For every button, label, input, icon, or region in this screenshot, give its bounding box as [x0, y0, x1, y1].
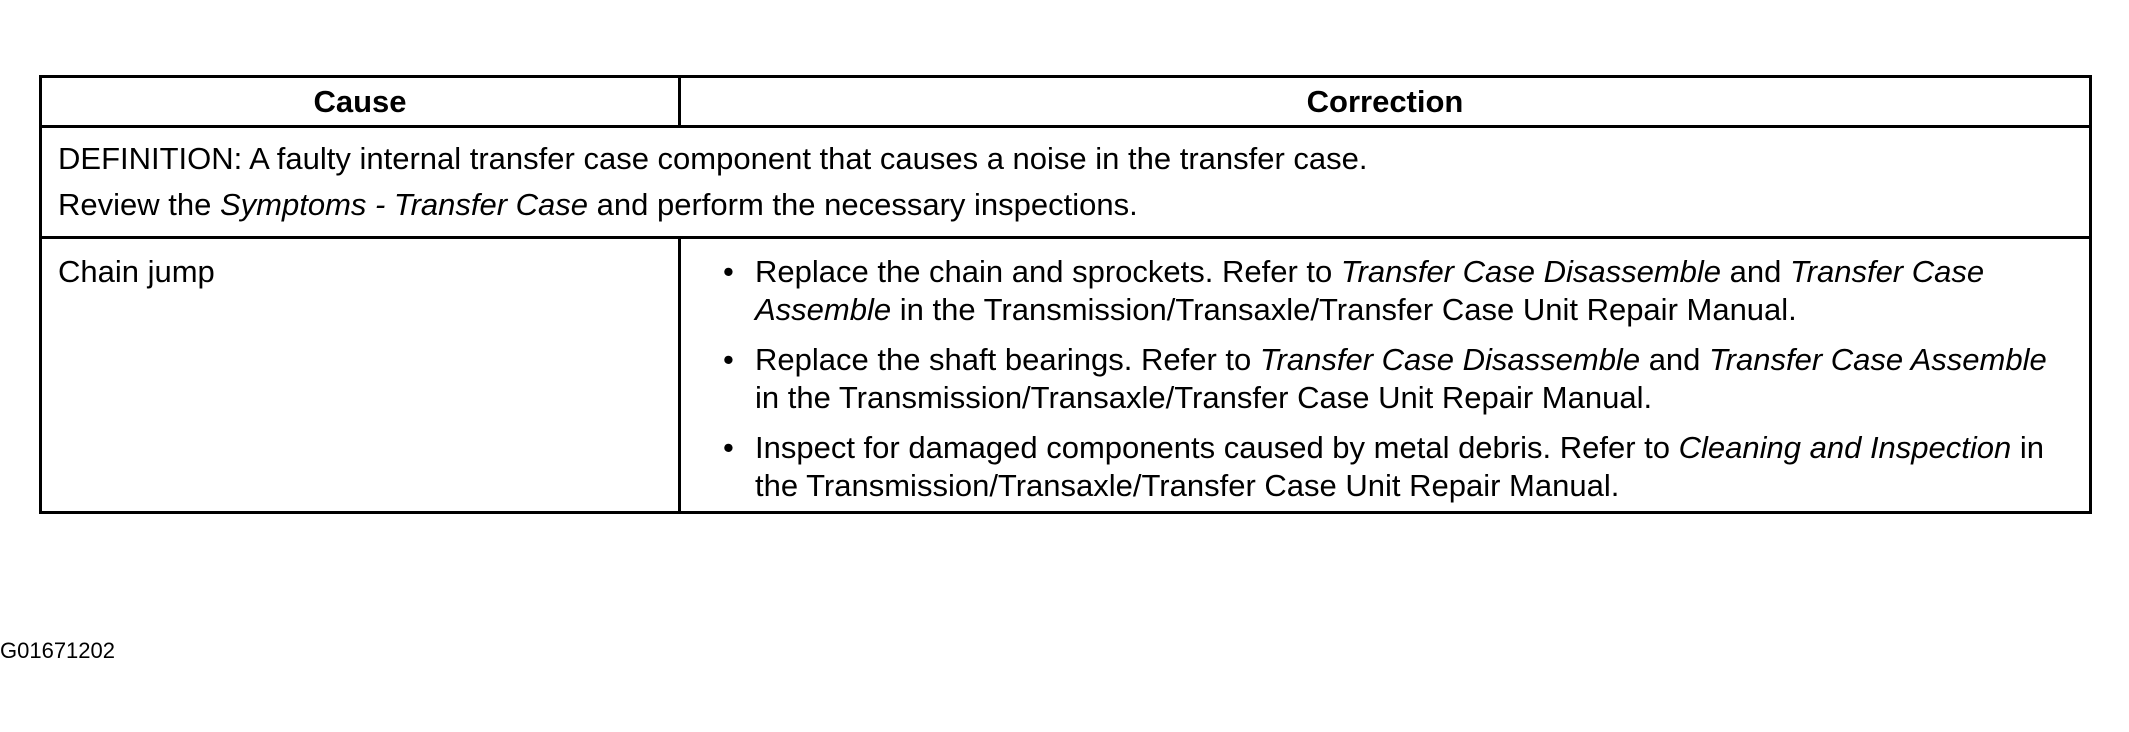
correction-reference: Transfer Case Assemble [755, 254, 1985, 327]
correction-text: in the Transmission/Transaxle/Transfer Case Unit Repair Manual. [755, 380, 1653, 415]
list-item [723, 341, 2073, 417]
correction-text: Replace the shaft bearings. Refer to [755, 342, 1260, 377]
list-item [723, 429, 2073, 505]
correction-cell [681, 239, 2089, 511]
bullet-icon: • [723, 342, 734, 377]
table-header-row [42, 78, 2089, 128]
correction-text: and [1721, 254, 1791, 289]
correction-text: in the Transmission/Transaxle/Transfer Case Unit Repair Manual. [755, 430, 2045, 503]
correction-text: Replace the chain and sprockets. Refer to [755, 254, 1341, 289]
correction-reference: Transfer Case Disassemble [1340, 254, 1722, 289]
review-text-post: and perform the necessary inspections. [588, 187, 1138, 222]
list-item [723, 253, 2073, 329]
correction-reference: Transfer Case Assemble [1709, 342, 2047, 377]
review-instruction [58, 182, 2073, 228]
cause-cell: Chain jump [42, 239, 681, 511]
definition-row [42, 128, 2089, 239]
review-text-pre: Review the [58, 187, 220, 222]
correction-list [723, 253, 2073, 505]
diagnostic-table [39, 75, 2092, 514]
correction-reference: Cleaning and Inspection [1678, 430, 2012, 465]
bullet-icon: • [723, 430, 734, 465]
header-correction: Correction [1306, 83, 1464, 119]
figure-id: G01671202 [0, 638, 115, 663]
header-cause: Cause [42, 78, 681, 125]
table-row [42, 239, 2089, 511]
correction-reference: Transfer Case Disassemble [1259, 342, 1641, 377]
correction-text: in the Transmission/Transaxle/Transfer Case Unit Repair Manual. [891, 292, 1797, 327]
bullet-icon: • [723, 254, 734, 289]
definition-text: DEFINITION: A faulty internal transfer case component that causes a noise in the transfer case. [58, 141, 1368, 176]
correction-text: and [1640, 342, 1710, 377]
review-reference: Symptoms - Transfer Case [219, 187, 589, 222]
correction-text: Inspect for damaged components caused by metal debris. Refer to [755, 430, 1679, 465]
